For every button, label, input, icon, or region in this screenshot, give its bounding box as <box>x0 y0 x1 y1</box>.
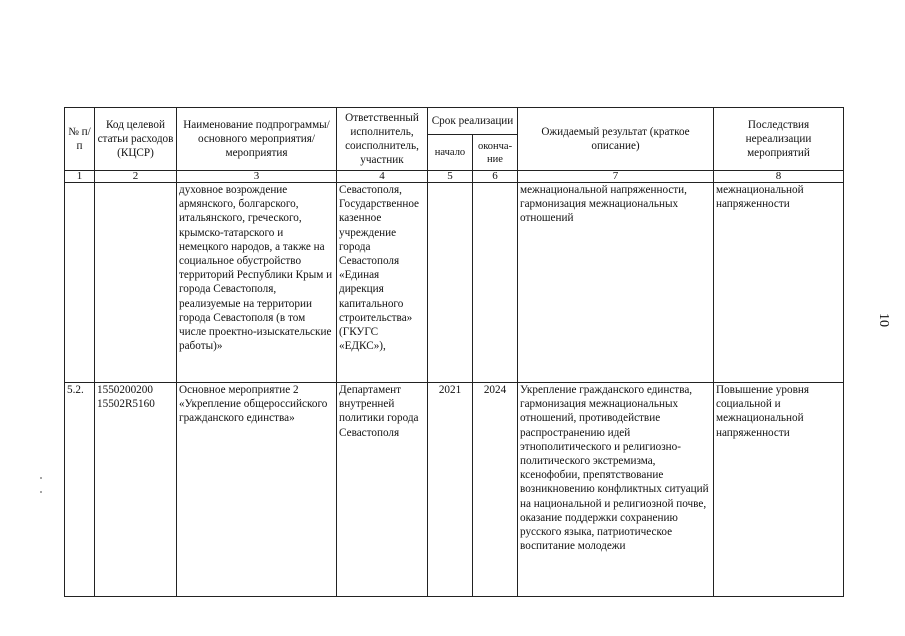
header-period: Срок реализации <box>428 108 518 135</box>
header-code: Код целевой статьи расходов (КЦСР) <box>95 108 177 171</box>
scan-artifact-dot <box>40 477 42 479</box>
col-number: 3 <box>177 171 337 183</box>
column-number-row <box>65 171 844 183</box>
header-end: оконча-ние <box>473 135 518 171</box>
header-row <box>65 108 844 135</box>
header-consequences: Последствия нереализации мероприятий <box>714 108 844 171</box>
header-num: № п/п <box>65 108 95 171</box>
header-start: начало <box>428 135 473 171</box>
header-responsible: Ответственный исполнитель, соисполнитель, участник <box>337 108 428 171</box>
col-number: 5 <box>428 171 473 183</box>
table-row <box>65 383 844 597</box>
row-consequences: Повышение уровня социальной и межнациональной напряженности <box>714 383 844 597</box>
row-responsible: Севастополя, Государственное казенное учреждение города Севастополя «Единая дирекция капитального строительства» (ГКУГС «ЕДКС»), <box>337 183 428 383</box>
page-number: 10 <box>876 313 891 327</box>
col-number: 8 <box>714 171 844 183</box>
col-number: 4 <box>337 171 428 183</box>
row-name: духовное возрождение армянского, болгарского, итальянского, греческого, крымско-татарского и немецкого народов, а также на социальное обустройство территорий Республики Крым и города Севастополя, реализуемые на территории города Севастополя (в том числе проектно-изыскательские работы)» <box>177 183 337 383</box>
row-num <box>65 183 95 383</box>
row-end: 2024 <box>473 383 518 597</box>
col-number: 2 <box>95 171 177 183</box>
row-code <box>95 183 177 383</box>
col-number: 6 <box>473 171 518 183</box>
row-responsible: Департамент внутренней политики города Севастополя <box>337 383 428 597</box>
header-result: Ожидаемый результат (краткое описание) <box>518 108 714 171</box>
program-table <box>64 107 844 597</box>
row-result: Укрепление гражданского единства, гармонизация межнациональных отношений, противодействие распространению идей этнополитического и религиозно-политического экстремизма, ксенофобии, препятствование возникновению конфликтных ситуаций на национальной и религиозной почве, оказание поддержки сохранению русского языка, патриотическое воспитание молодежи <box>518 383 714 597</box>
row-code: 1550200200 15502R5160 <box>95 383 177 597</box>
header-name: Наименование подпрограммы/ основного мероприятия/ мероприятия <box>177 108 337 171</box>
col-number: 7 <box>518 171 714 183</box>
row-start <box>428 183 473 383</box>
row-num: 5.2. <box>65 383 95 597</box>
row-consequences: межнациональной напряженности <box>714 183 844 383</box>
row-start: 2021 <box>428 383 473 597</box>
scan-artifact-dot <box>40 491 42 493</box>
table-row <box>65 183 844 383</box>
row-result: межнациональной напряженности, гармонизация межнациональных отношений <box>518 183 714 383</box>
row-name: Основное мероприятие 2 «Укрепление общероссийского гражданского единства» <box>177 383 337 597</box>
col-number: 1 <box>65 171 95 183</box>
row-end <box>473 183 518 383</box>
